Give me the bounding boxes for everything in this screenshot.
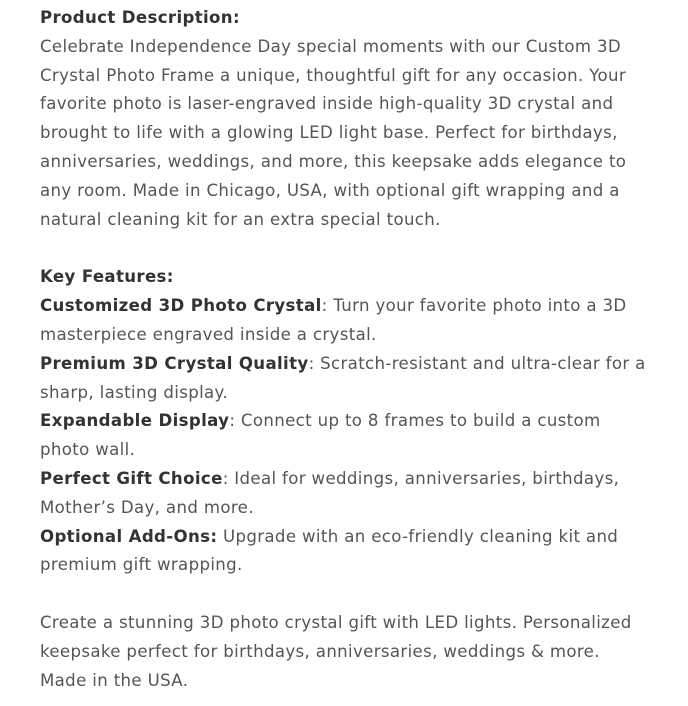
feature-title: Customized 3D Photo Crystal xyxy=(40,296,322,316)
feature-title: Optional Add-Ons: xyxy=(40,526,218,546)
feature-separator: : xyxy=(308,353,321,373)
feature-text: Ideal for weddings, anniversaries, birthdays, Mother’s Day, and more. xyxy=(40,468,620,517)
feature-title: Expandable Display xyxy=(40,411,230,431)
feature-separator: : xyxy=(229,411,241,431)
feature-separator: : xyxy=(222,468,235,488)
feature-separator: : xyxy=(321,296,334,316)
feature-item xyxy=(40,292,650,350)
feature-text: Upgrade with an eco-friendly cleaning kit and premium gift wrapping. xyxy=(40,526,619,575)
section-spacer xyxy=(40,580,650,609)
section-spacer xyxy=(40,234,650,263)
key-features-heading: Key Features: xyxy=(40,267,174,287)
feature-item xyxy=(40,465,650,523)
product-description-section xyxy=(40,4,650,696)
feature-item xyxy=(40,523,650,581)
feature-text: Scratch-resistant and ultra-clear for a sharp, lasting display. xyxy=(40,353,646,402)
feature-title: Premium 3D Crystal Quality xyxy=(40,353,309,373)
feature-text: Turn your favorite photo into a 3D masterpiece engraved inside a crystal. xyxy=(40,296,627,344)
feature-title: Perfect Gift Choice xyxy=(40,468,223,488)
feature-item xyxy=(40,350,650,408)
description-heading: Product Description: xyxy=(40,8,240,27)
feature-text: Connect up to 8 frames to build a custom photo wall. xyxy=(40,411,601,460)
description-text: Celebrate Independence Day special moments with our Custom 3D Crystal Photo Frame a unique, thoughtful gift for any occasion. Your favorite photo is laser-engraved inside high-quality 3D crystal and brought to life with a glowing LED light base. Perfect for birthdays, anniversaries, weddings, and more, this keepsake adds elegance to any room. Made in Chicago, USA, with optional gift wrapping and a natural cleaning kit for an extra special touch. xyxy=(40,36,627,229)
closing-text: Create a stunning 3D photo crystal gift with LED lights. Personalized keepsake perfect for birthdays, anniversaries, weddings & more. Made in the USA. xyxy=(40,613,632,690)
feature-item xyxy=(40,407,650,465)
